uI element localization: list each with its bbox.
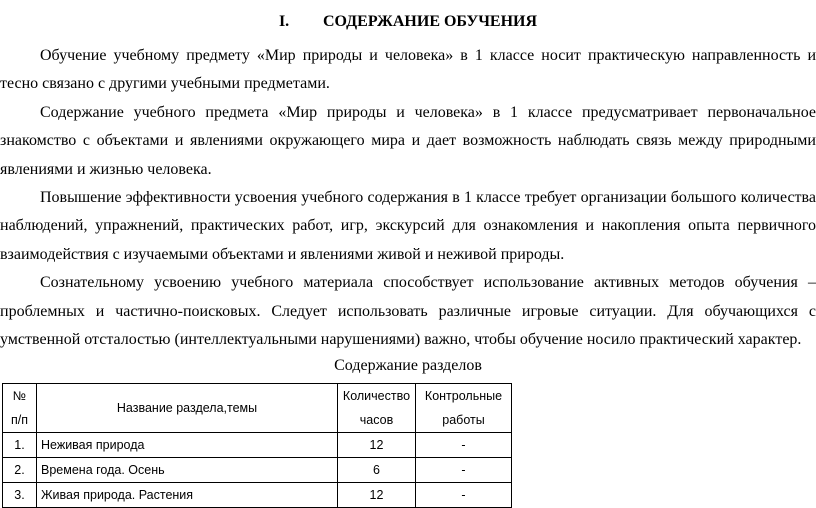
paragraph: Содержание учебного предмета «Мир природы и человека» в 1 классе предусматривает первоначальное знакомство с объектами и явлениями окружающего мира и дает возможность наблюдать связь между природными явлениями и жизнью человека.	[0, 103, 816, 178]
row-name: Неживая природа	[37, 433, 338, 458]
row-control: -	[416, 458, 512, 483]
paragraph: Повышение эффективности усвоения учебного содержания в 1 классе требует организации большого количества наблюдений, упражнений, практических работ, игр, экскурсий для ознакомления и накопления опыта первичного взаимодействия с изучаемыми объектами и явлениями живой и неживой природы.	[0, 189, 816, 263]
row-number: 2.	[3, 458, 37, 483]
row-name: Живая природа. Растения	[37, 483, 338, 508]
table-row	[3, 483, 512, 508]
header-hours: Количество часов	[338, 384, 416, 433]
paragraph: Обучение учебному предмету «Мир природы и человека» в 1 классе носит практическую направленность и тесно связано с другими учебными предметами.	[0, 47, 816, 93]
table-row	[3, 458, 512, 483]
table-row	[3, 433, 512, 458]
header-name: Название раздела,темы	[37, 384, 338, 433]
row-hours: 6	[338, 458, 416, 483]
row-number: 3.	[3, 483, 37, 508]
row-hours: 12	[338, 433, 416, 458]
section-heading	[0, 12, 816, 32]
row-control: -	[416, 433, 512, 458]
body-text	[0, 42, 816, 354]
row-name: Времена года. Осень	[37, 458, 338, 483]
sections-table	[2, 383, 512, 508]
row-number: 1.	[3, 433, 37, 458]
table-title: Содержание разделов	[334, 357, 482, 374]
row-hours: 12	[338, 483, 416, 508]
table-header-row	[3, 384, 512, 433]
header-number: № п/п	[3, 384, 37, 433]
header-control-works: Контрольные работы	[416, 384, 512, 433]
paragraph: Сознательному усвоению учебного материала способствует использование активных методов обучения – проблемных и частично-поисковых. Следует использовать различные игровые ситуации. Для обучающихся с умственной отсталостью (интеллектуальными нарушениями) важно, чтобы обучение носило практический характер.	[0, 274, 816, 349]
section-number: I.	[278, 13, 290, 30]
row-control: -	[416, 483, 512, 508]
section-title: СОДЕРЖАНИЕ ОБУЧЕНИЯ	[322, 13, 538, 30]
